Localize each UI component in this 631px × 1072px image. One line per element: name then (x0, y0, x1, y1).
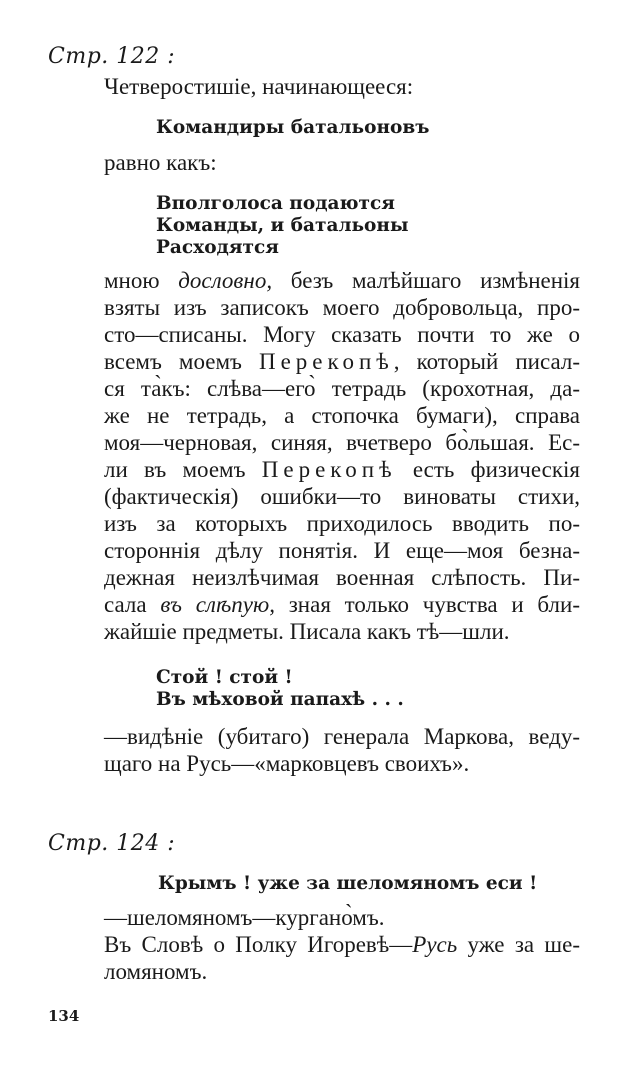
quote-commanders: Командиры батальоновъ (156, 117, 430, 138)
intro-line: Четверостишіе, начинающееся: (104, 74, 414, 99)
vision-line-1: —видѣніе (убитаго) генерала Маркова, веду- (104, 724, 580, 749)
paragraph-line-2: взяты изъ записокъ моего добровольца, про- (104, 295, 580, 320)
quote-crimea: Крымъ ! уже за шеломяномъ еси ! (158, 873, 538, 894)
quote-stop-line-2: Въ мѣховой папахѣ . . . (156, 689, 404, 710)
paragraph-line-14: жайшіе предметы. Писала какъ тѣ—шли. (104, 619, 510, 644)
paragraph-line-13: сала въ слѣпую, зная только чувства и бли- (104, 592, 580, 617)
paragraph-line-5: ся та̀къ: слѣва—его̀ тетрадь (крохотная, да- (104, 376, 580, 401)
paragraph-line-7: моя—черновая, синяя, вчетверо бо̀льшая. Ес- (104, 430, 580, 455)
section2-line-3: ломяномъ. (104, 959, 208, 984)
equally-line: равно какъ: (104, 150, 217, 175)
quote-verse-line-3: Расходятся (156, 237, 279, 258)
paragraph-line-11: стороннія дѣлу понятія. И еще—моя безна- (104, 538, 580, 563)
quote-verse-line-1: Вполголоса подаются (156, 193, 395, 214)
quote-verse-line-2: Команды, и батальоны (156, 215, 409, 236)
section2-line-1: —шеломяномъ—кургано̀мъ. (104, 905, 385, 930)
paragraph-line-4: всемъ моемъ Перекопѣ, который писал- (104, 349, 580, 374)
page-number: 134 (48, 1007, 80, 1025)
paragraph-line-10: изъ за которыхъ приходилось вводить по- (104, 511, 580, 536)
paragraph-line-6: же не тетрадь, а стопочка бумаги), справа (104, 403, 580, 428)
paragraph-line-12: дежная неизлѣчимая военная слѣпость. Пи- (104, 565, 580, 590)
paragraph-line-1: мною дословно, безъ малѣйшаго измѣненія (104, 268, 580, 293)
paragraph-line-8: ли въ моемъ Перекопѣ есть физическія (104, 457, 580, 482)
page-reference-124: Стр. 124 : (48, 831, 176, 856)
quote-stop-line-1: Стой ! стой ! (156, 667, 293, 688)
paragraph-line-9: (фактическія) ошибки—то виноваты стихи, (104, 484, 580, 509)
vision-line-2: щаго на Русь—«марковцевъ своихъ». (104, 751, 470, 776)
section2-line-2: Въ Словѣ о Полку Игоревѣ—Русь уже за ше- (104, 932, 580, 957)
paragraph-line-3: сто—списаны. Могу сказать почти то же о (104, 322, 580, 347)
page-reference-122: Стр. 122 : (48, 44, 176, 69)
